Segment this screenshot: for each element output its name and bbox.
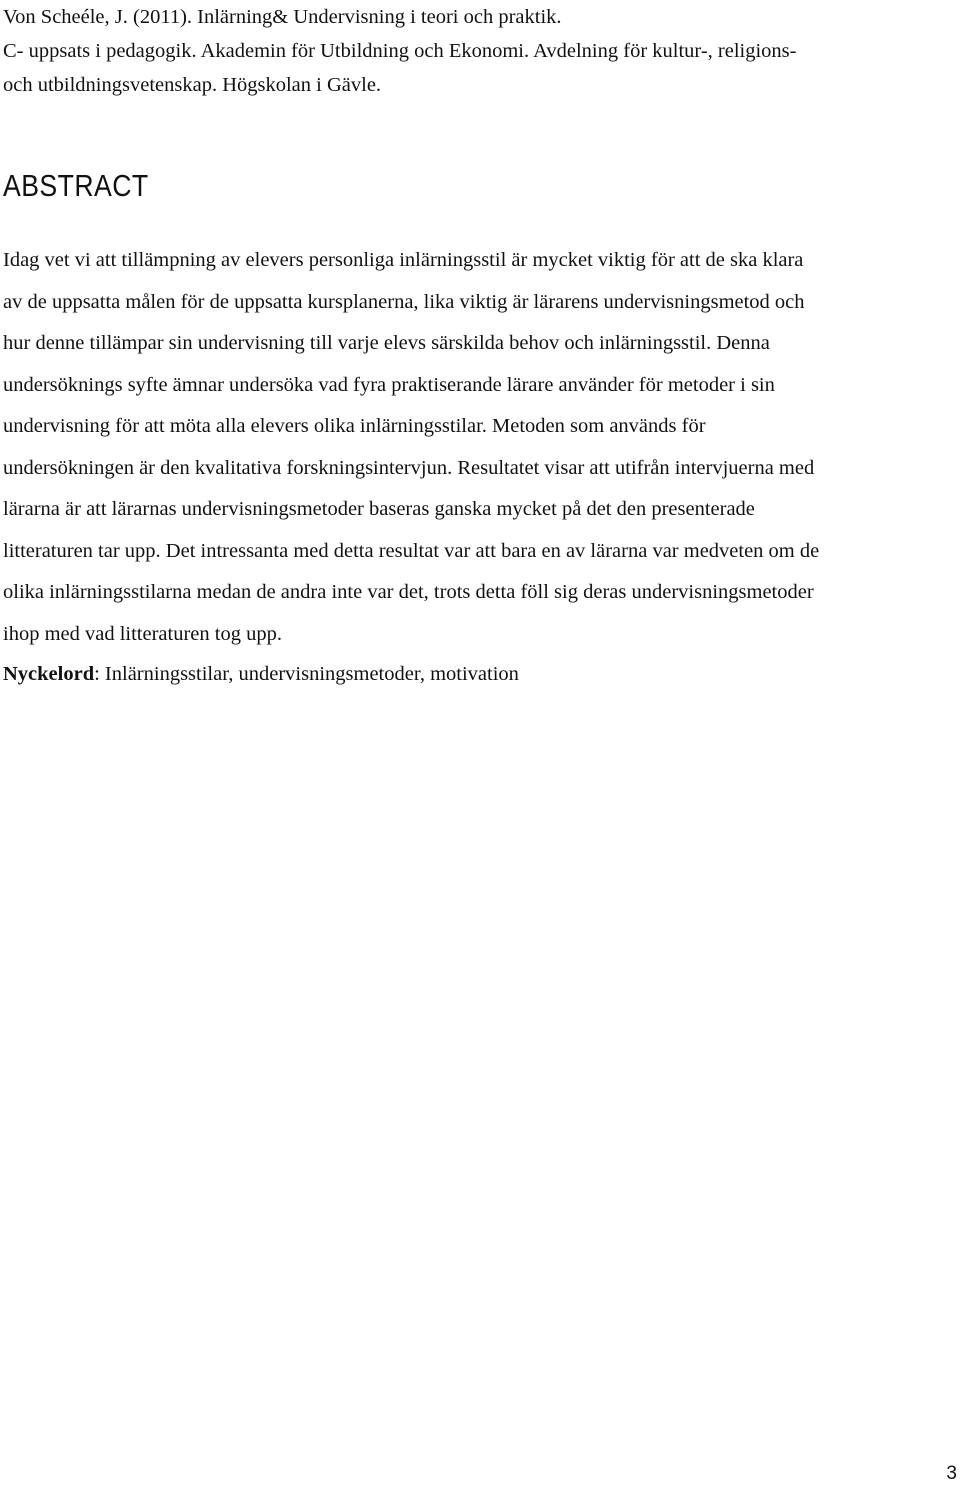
abstract-line: lärarna är att lärarnas undervisningsmetoder baseras ganska mycket på det den presenterade xyxy=(3,498,755,520)
abstract-line: olika inlärningsstilarna medan de andra inte var det, trots detta föll sig deras undervisningsmetoder xyxy=(3,581,814,603)
abstract-line: undersökningen är den kvalitativa forskningsintervjun. Resultatet visar att utifrån intervjuerna med xyxy=(3,456,815,479)
citation-line: och utbildningsvetenskap. Högskolan i Gävle. xyxy=(3,74,382,96)
abstract-line: litteraturen tar upp. Det intressanta med detta resultat var att bara en av lärarna var medveten om de xyxy=(3,539,820,562)
citation xyxy=(3,0,953,102)
abstract-line: Idag vet vi att tillämpning av elevers personliga inlärningsstil är mycket viktig för att de ska klara xyxy=(3,249,804,271)
keywords xyxy=(3,654,519,696)
abstract-line: hur denne tillämpar sin undervisning till varje elevs särskilda behov och inlärningsstil. Denna xyxy=(3,332,770,354)
abstract-line: undervisning för att möta alla elevers olika inlärningsstilar. Metoden som används för xyxy=(3,415,706,437)
page-number: 3 xyxy=(946,1463,957,1484)
abstract-body xyxy=(3,240,958,655)
abstract-heading: ABSTRACT xyxy=(3,168,149,203)
citation-line: Von Scheéle, J. (2011). Inlärning& Undervisning i teori och praktik. xyxy=(3,6,562,28)
abstract-line: av de uppsatta målen för de uppsatta kursplanerna, lika viktig är lärarens undervisningsmetod och xyxy=(3,290,805,313)
keywords-text: : Inlärningsstilar, undervisningsmetoder, motivation xyxy=(94,663,519,685)
abstract-line: ihop med vad litteraturen tog upp. xyxy=(3,622,282,645)
abstract-line: undersöknings syfte ämnar undersöka vad fyra praktiserande lärare använder för metoder i sin xyxy=(3,373,775,396)
citation-line: C- uppsats i pedagogik. Akademin för Utbildning och Ekonomi. Avdelning för kultur-, religions- xyxy=(3,40,797,62)
keywords-label: Nyckelord xyxy=(3,663,95,685)
